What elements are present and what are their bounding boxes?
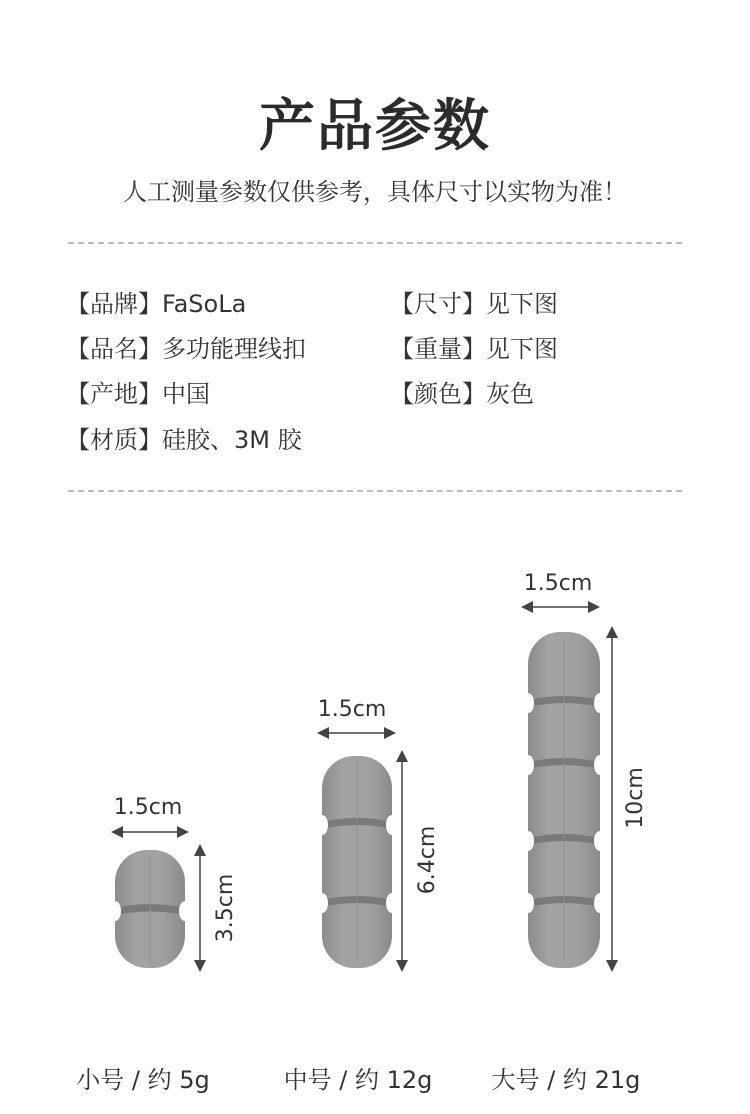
page-subtitle: 人工测量参数仅供参考，具体尺寸以实物为准！ bbox=[123, 178, 627, 206]
spec-origin-value: 中国 bbox=[162, 380, 210, 408]
large-height-label: 10cm bbox=[623, 767, 648, 829]
caption-medium: 中号 / 约 12g bbox=[283, 1066, 433, 1094]
spec-brand-value: FaSoLa bbox=[162, 290, 247, 318]
spec-weight-value: 见下图 bbox=[486, 335, 558, 363]
caption-small: 小号 / 约 5g bbox=[76, 1066, 210, 1094]
spec-color-key: 【颜色】 bbox=[390, 380, 486, 408]
large-width-label: 1.5cm bbox=[523, 571, 593, 596]
page-title: 产品参数 bbox=[259, 94, 491, 159]
spec-weight-key: 【重量】 bbox=[390, 335, 486, 363]
spec-name-value: 多功能理线扣 bbox=[162, 335, 306, 363]
spec-material-key: 【材质】 bbox=[66, 426, 162, 454]
small-width-label: 1.5cm bbox=[113, 795, 183, 820]
spec-brand-key: 【品牌】 bbox=[66, 290, 162, 318]
spec-size-key: 【尺寸】 bbox=[390, 290, 486, 318]
small-height-label: 3.5cm bbox=[213, 873, 238, 943]
spec-size-value: 见下图 bbox=[486, 290, 558, 318]
spec-material-value: 硅胶、3M 胶 bbox=[162, 426, 302, 454]
clip-small bbox=[109, 850, 191, 968]
clip-medium bbox=[316, 756, 398, 968]
spec-origin-key: 【产地】 bbox=[66, 380, 162, 408]
caption-large: 大号 / 约 21g bbox=[491, 1066, 641, 1094]
spec-color-value: 灰色 bbox=[486, 380, 534, 408]
clip-large bbox=[522, 632, 606, 968]
spec-name-key: 【品名】 bbox=[66, 335, 162, 363]
medium-width-label: 1.5cm bbox=[317, 697, 387, 722]
medium-height-label: 6.4cm bbox=[415, 825, 440, 895]
